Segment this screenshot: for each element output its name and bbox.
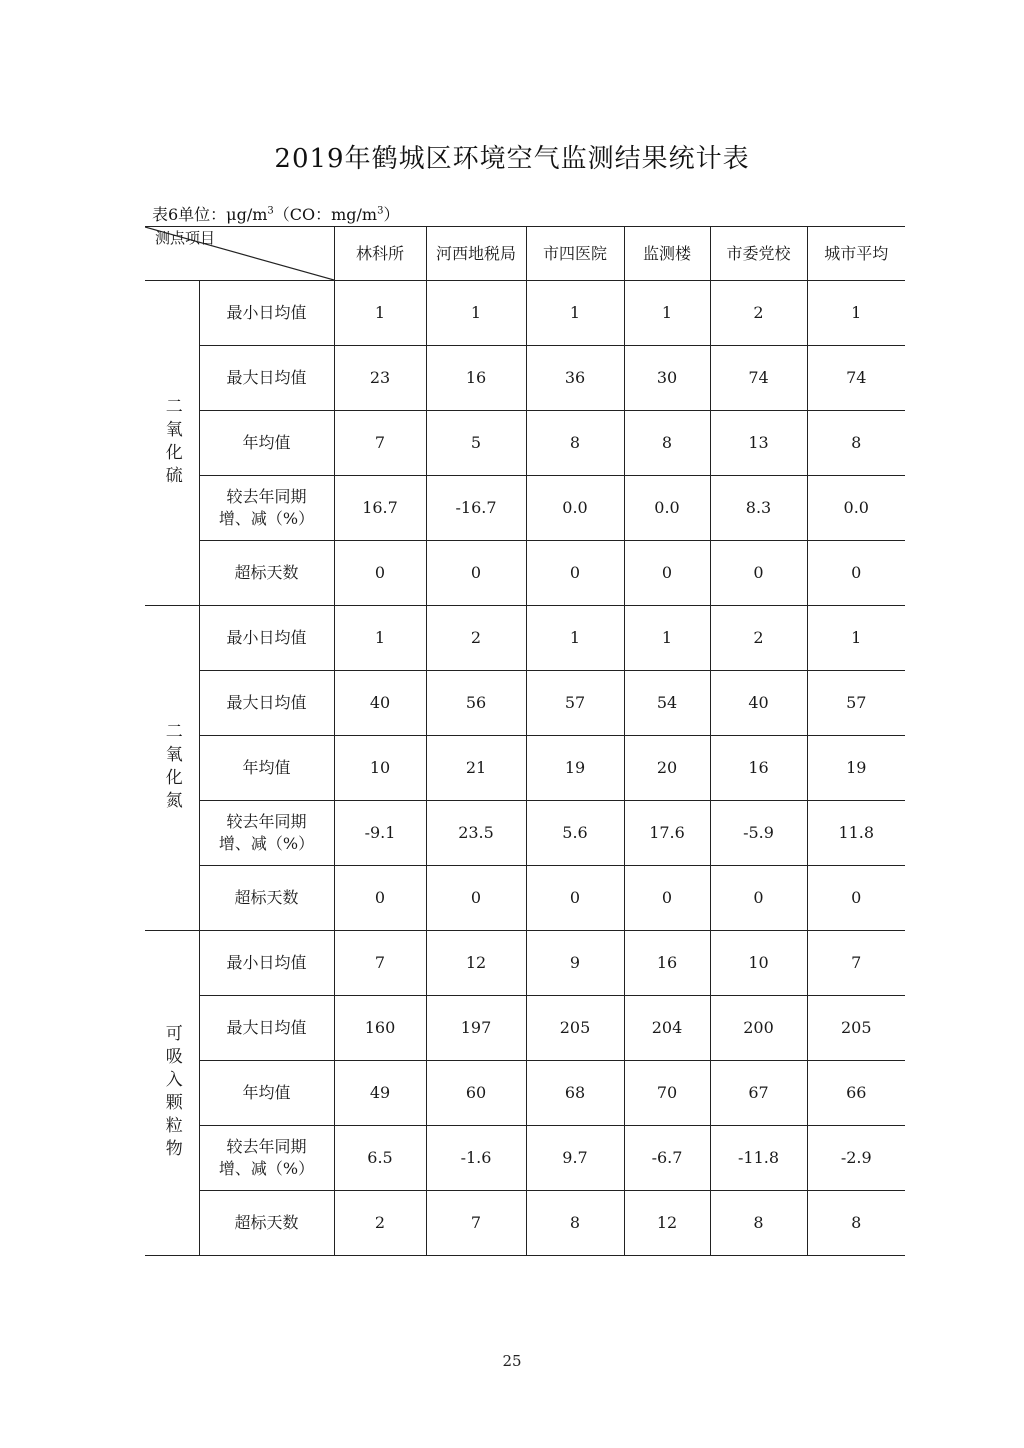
value-cell: 54 — [624, 671, 710, 736]
value-cell: 67 — [710, 1061, 807, 1126]
metric-label: 年均值 — [199, 736, 334, 801]
metric-label: 最小日均值 — [199, 931, 334, 996]
value-cell: 68 — [526, 1061, 624, 1126]
value-cell: 23 — [334, 346, 426, 411]
value-cell: 7 — [426, 1191, 526, 1256]
caption-prefix: 表6单位：μg/m — [152, 205, 268, 224]
value-cell: 16 — [426, 346, 526, 411]
pollutant-group-cell — [145, 606, 199, 931]
caption-sup-1: 3 — [267, 205, 274, 217]
pollutant-name: 可吸入颗粒物 — [161, 1024, 182, 1162]
caption-sup-2: 3 — [377, 205, 384, 217]
value-cell: 8 — [710, 1191, 807, 1256]
value-cell: 8 — [624, 411, 710, 476]
site-header: 市委党校 — [710, 227, 807, 281]
value-cell: 36 — [526, 346, 624, 411]
value-cell: 6.5 — [334, 1126, 426, 1191]
value-cell: 0.0 — [807, 476, 905, 541]
metric-label: 超标天数 — [199, 866, 334, 931]
table-row — [145, 476, 905, 541]
value-cell: -5.9 — [710, 801, 807, 866]
value-cell: 19 — [526, 736, 624, 801]
metric-label: 最大日均值 — [199, 671, 334, 736]
value-cell: 9 — [526, 931, 624, 996]
table-row — [145, 281, 905, 346]
metric-label-line2: 增、减（%） — [218, 1159, 315, 1178]
value-cell: 74 — [807, 346, 905, 411]
site-header: 监测楼 — [624, 227, 710, 281]
pollutant-name: 二氧化氮 — [161, 722, 182, 814]
value-cell: 21 — [426, 736, 526, 801]
value-cell: 0 — [624, 541, 710, 606]
value-cell: 13 — [710, 411, 807, 476]
value-cell: 8 — [526, 1191, 624, 1256]
value-cell: 1 — [526, 281, 624, 346]
metric-label-line2: 增、减（%） — [218, 834, 315, 853]
table-row — [145, 606, 905, 671]
value-cell: 5 — [426, 411, 526, 476]
pollutant-group-cell — [145, 931, 199, 1256]
value-cell: 70 — [624, 1061, 710, 1126]
metric-label: 年均值 — [199, 1061, 334, 1126]
value-cell: 11.8 — [807, 801, 905, 866]
site-header: 河西地税局 — [426, 227, 526, 281]
value-cell: 1 — [426, 281, 526, 346]
value-cell: 1 — [807, 281, 905, 346]
table-row — [145, 671, 905, 736]
value-cell: -9.1 — [334, 801, 426, 866]
value-cell: 57 — [807, 671, 905, 736]
header-row — [145, 227, 905, 281]
metric-label-line1: 较去年同期 — [226, 1137, 307, 1156]
value-cell: 7 — [807, 931, 905, 996]
value-cell: 16.7 — [334, 476, 426, 541]
pollutant-group-cell — [145, 281, 199, 606]
metric-label: 最小日均值 — [199, 281, 334, 346]
value-cell: 16 — [624, 931, 710, 996]
value-cell: 2 — [710, 606, 807, 671]
value-cell: 0 — [526, 866, 624, 931]
value-cell: 0 — [334, 541, 426, 606]
table-row — [145, 346, 905, 411]
corner-label: 测点项目 — [155, 229, 216, 247]
value-cell: 16 — [710, 736, 807, 801]
value-cell: 17.6 — [624, 801, 710, 866]
value-cell: 0.0 — [526, 476, 624, 541]
table-row — [145, 541, 905, 606]
value-cell: 40 — [710, 671, 807, 736]
value-cell: 0 — [334, 866, 426, 931]
value-cell: 2 — [426, 606, 526, 671]
value-cell: 197 — [426, 996, 526, 1061]
value-cell: 74 — [710, 346, 807, 411]
value-cell: 8 — [807, 411, 905, 476]
value-cell: 0 — [710, 541, 807, 606]
metric-label-line2: 增、减（%） — [218, 509, 315, 528]
table-row — [145, 1126, 905, 1191]
value-cell: 12 — [624, 1191, 710, 1256]
metric-label: 超标天数 — [199, 541, 334, 606]
value-cell: 40 — [334, 671, 426, 736]
value-cell: 20 — [624, 736, 710, 801]
metric-label: 最大日均值 — [199, 996, 334, 1061]
value-cell: 160 — [334, 996, 426, 1061]
value-cell: -16.7 — [426, 476, 526, 541]
value-cell: 204 — [624, 996, 710, 1061]
metric-label — [199, 801, 334, 866]
table-caption — [152, 202, 400, 225]
value-cell: 205 — [526, 996, 624, 1061]
value-cell: 7 — [334, 931, 426, 996]
value-cell: 57 — [526, 671, 624, 736]
value-cell: 1 — [624, 281, 710, 346]
metric-label: 年均值 — [199, 411, 334, 476]
value-cell: 0 — [807, 866, 905, 931]
value-cell: 49 — [334, 1061, 426, 1126]
value-cell: 0 — [807, 541, 905, 606]
metric-label — [199, 1126, 334, 1191]
value-cell: 2 — [710, 281, 807, 346]
site-header: 城市平均 — [807, 227, 905, 281]
table-row — [145, 866, 905, 931]
metric-label-line1: 较去年同期 — [226, 812, 307, 831]
value-cell: 5.6 — [526, 801, 624, 866]
value-cell: 66 — [807, 1061, 905, 1126]
value-cell: 56 — [426, 671, 526, 736]
value-cell: 19 — [807, 736, 905, 801]
value-cell: 30 — [624, 346, 710, 411]
table-row — [145, 931, 905, 996]
table-row — [145, 1191, 905, 1256]
value-cell: 60 — [426, 1061, 526, 1126]
value-cell: 10 — [334, 736, 426, 801]
table-row — [145, 801, 905, 866]
value-cell: 23.5 — [426, 801, 526, 866]
value-cell: 12 — [426, 931, 526, 996]
metric-label: 最小日均值 — [199, 606, 334, 671]
site-header: 林科所 — [334, 227, 426, 281]
air-quality-table — [145, 226, 905, 1256]
caption-middle: （CO：mg/m — [273, 205, 378, 224]
page-number: 25 — [502, 1352, 522, 1370]
value-cell: 1 — [624, 606, 710, 671]
value-cell: -6.7 — [624, 1126, 710, 1191]
value-cell: 205 — [807, 996, 905, 1061]
value-cell: 1 — [526, 606, 624, 671]
page-title: 2019年鹤城区环境空气监测结果统计表 — [274, 144, 750, 174]
caption-suffix: ） — [383, 205, 400, 224]
pollutant-name: 二氧化硫 — [161, 397, 182, 489]
value-cell: 0 — [526, 541, 624, 606]
value-cell: 10 — [710, 931, 807, 996]
value-cell: 0 — [426, 866, 526, 931]
value-cell: 8 — [807, 1191, 905, 1256]
metric-label: 最大日均值 — [199, 346, 334, 411]
value-cell: 2 — [334, 1191, 426, 1256]
table-row — [145, 411, 905, 476]
value-cell: -2.9 — [807, 1126, 905, 1191]
value-cell: 0 — [426, 541, 526, 606]
value-cell: 9.7 — [526, 1126, 624, 1191]
metric-label — [199, 476, 334, 541]
value-cell: 0 — [624, 866, 710, 931]
value-cell: 1 — [334, 281, 426, 346]
value-cell: 1 — [334, 606, 426, 671]
table-row — [145, 736, 905, 801]
value-cell: 0.0 — [624, 476, 710, 541]
table-body — [145, 227, 905, 1256]
value-cell: 8.3 — [710, 476, 807, 541]
metric-label: 超标天数 — [199, 1191, 334, 1256]
value-cell: 8 — [526, 411, 624, 476]
value-cell: 200 — [710, 996, 807, 1061]
metric-label-line1: 较去年同期 — [226, 487, 307, 506]
table-row — [145, 996, 905, 1061]
value-cell: -1.6 — [426, 1126, 526, 1191]
value-cell: -11.8 — [710, 1126, 807, 1191]
table-row — [145, 1061, 905, 1126]
corner-cell — [145, 227, 334, 281]
value-cell: 0 — [710, 866, 807, 931]
value-cell: 1 — [807, 606, 905, 671]
site-header: 市四医院 — [526, 227, 624, 281]
value-cell: 7 — [334, 411, 426, 476]
